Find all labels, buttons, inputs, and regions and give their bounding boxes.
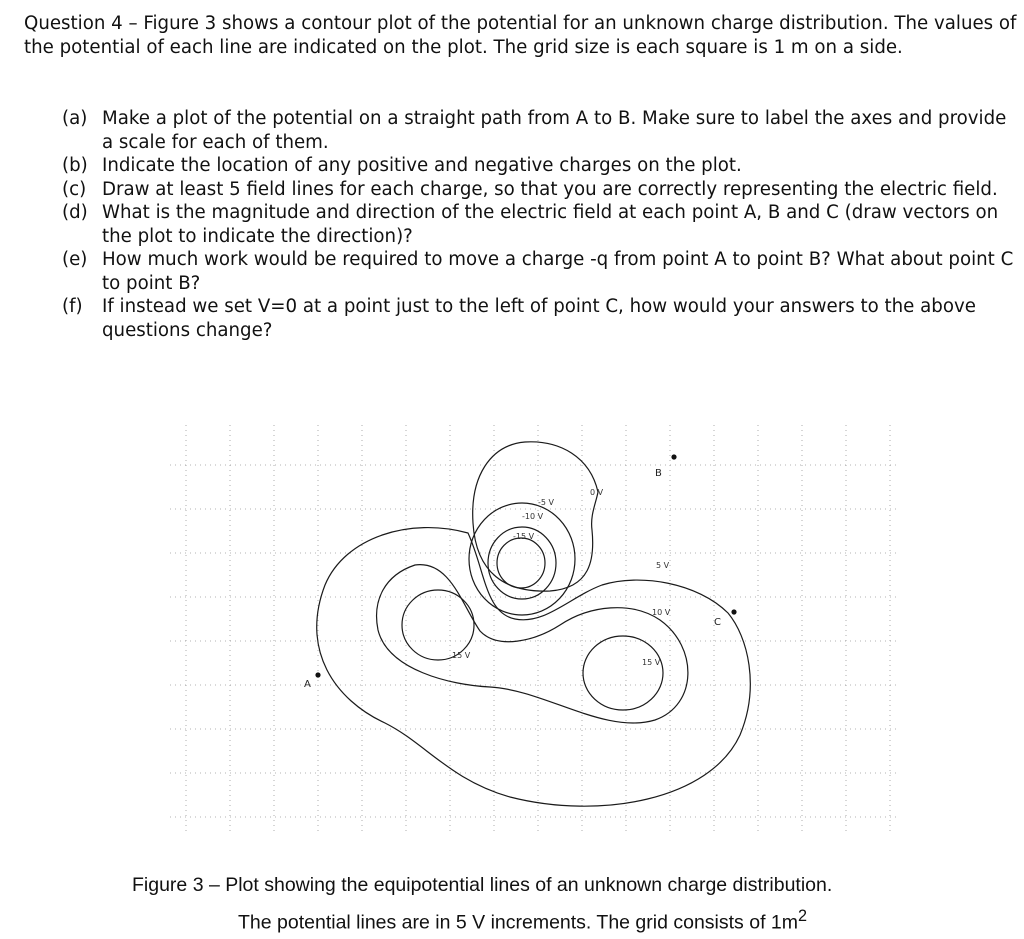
part-label: (c) (62, 178, 87, 200)
contour-10v (377, 565, 688, 723)
point-a-label: A (304, 679, 311, 690)
label-10v: 10 V (652, 608, 671, 617)
contour-figure (150, 425, 910, 845)
contour-5v-outer (317, 528, 751, 807)
point-b-label: B (655, 468, 662, 479)
part-label: (e) (62, 249, 88, 270)
part-label: (d) (62, 202, 88, 223)
label-neg15v: -15 V (513, 532, 535, 541)
contour-15v-left (402, 590, 474, 660)
point-a-marker (315, 672, 320, 677)
part-label: (b) (62, 155, 88, 176)
part-text: If instead we set V=0 at a point just to the left of point C, how would your answers to the above questions change? (102, 296, 976, 341)
caption-line-2-wrap (132, 901, 1012, 939)
caption-line-1: Figure 3 – Plot showing the equipotential lines of an unknown charge distribution. (132, 874, 833, 896)
part-text: Make a plot of the potential on a straight path from A to B. Make sure to label the axes and provide a scale for each of them. (102, 108, 1007, 153)
label-neg5v: -5 V (538, 498, 554, 507)
question-part-f (62, 295, 1022, 342)
part-text: What is the magnitude and direction of the electric field at each point A, B and C (draw vectors on the plot to indicate the direction)? (102, 202, 999, 247)
part-text: Draw at least 5 field lines for each charge, so that you are correctly representing the electric field. (102, 178, 998, 200)
question-parts-list (62, 107, 1022, 342)
caption-superscript: 2 (798, 907, 808, 925)
caption-line-2: The potential lines are in 5 V increments. The grid consists of 1m (238, 911, 798, 934)
question-part-e (62, 248, 1022, 295)
question-part-c (62, 178, 1022, 202)
label-5v: 5 V (656, 561, 670, 570)
question-part-d (62, 201, 1022, 248)
label-15v-left: 15 V (452, 651, 471, 660)
question-intro: Question 4 – Figure 3 shows a contour plot of the potential for an unknown charge distribution. The values of the potential of each line are indicated on the plot. The grid size is each square is 1 m on a side. (24, 13, 1017, 58)
point-c-marker (731, 609, 736, 614)
contour-plot (150, 425, 910, 845)
part-text: Indicate the location of any positive and negative charges on the plot. (102, 155, 742, 176)
question-part-a (62, 107, 1022, 154)
part-label: (f) (62, 296, 83, 317)
contour-neg15v (497, 538, 545, 588)
point-c-label: C (714, 617, 721, 628)
contour-15v-right (583, 636, 663, 710)
grid (170, 425, 900, 835)
figure-caption (132, 870, 1012, 939)
point-b-marker (671, 454, 676, 459)
part-text: How much work would be required to move a charge -q from point A to point B? What about point C to point B? (102, 249, 1014, 294)
label-0v: 0 V (590, 488, 604, 497)
label-15v-right: 15 V (642, 658, 661, 667)
question-part-b (62, 154, 1022, 178)
label-neg10v: -10 V (522, 512, 544, 521)
part-label: (a) (62, 108, 88, 129)
